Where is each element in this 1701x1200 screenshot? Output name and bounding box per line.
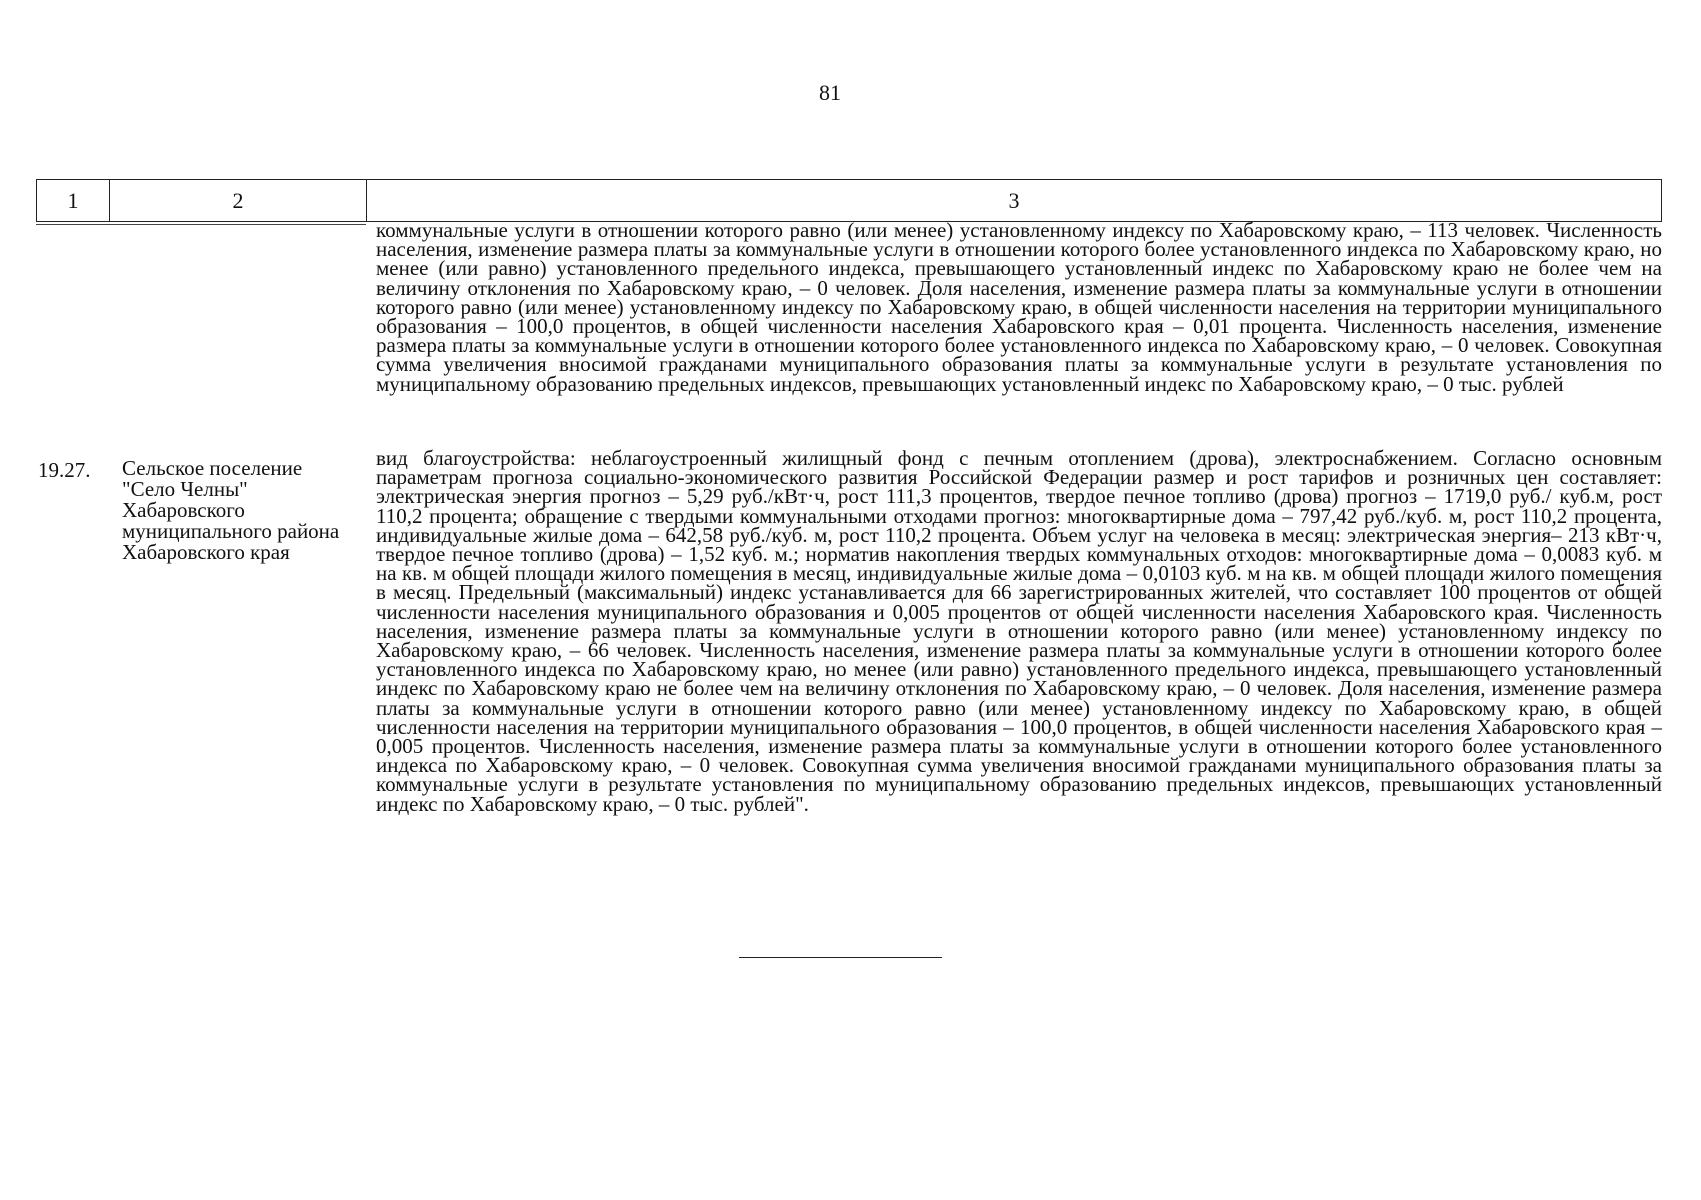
end-of-document-rule — [739, 957, 942, 958]
row-number: 19.27. — [38, 458, 91, 482]
page-number: 81 — [819, 80, 841, 105]
continued-row-text: коммунальные услуги в отношении которого равно (или менее) установленному индексу по Хабаровскому краю, – 113 человек. Численность населения, изменение размера платы за коммунальные услуги в отношении которого более установленного индекса по Хабаровскому краю, но менее (или равно) установленного предельного индекса, превышающего установленный индекс по Хабаровскому краю не более чем на величину отклонения по Хабаровскому краю, – 0 человек. Доля населения, изменение размера платы за коммунальные услуги в отношении которого равно (или менее) установленному индексу по Хабаровскому краю, в общей численности населения на территории муниципального образования – 100,0 процентов, в общей численности населения Хабаровского края – 0,01 процента. Численность населения, изменение размера платы за коммунальные услуги в отношении которого более установленного индекса по Хабаровскому краю, – 0 человек. Совокупная сумма увеличения вносимой гражданами муниципального образования платы за коммунальные услуги в результате установления по муниципальному образованию предельных индексов, превышающих установленный индекс по Хабаровскому краю, – 0 тыс. рублей — [376, 218, 1662, 396]
header-underline — [36, 224, 366, 225]
table-header — [36, 179, 1662, 222]
column-header-2: 2 — [110, 180, 367, 222]
row-description-text: вид благоустройства: неблагоустроенный жилищный фонд с печным отоплением (дрова), электроснабжением. Согласно основным параметрам прогноза социально-экономического развития Российской Федерации размер и рост тарифов и розничных цен составляет: электрическая энергия прогноз – 5,29 руб./кВт·ч, рост 111,3 процентов, твердое печное топливо (дрова) прогноз – 1719,0 руб./ куб.м, рост 110,2 процента; обращение с твердыми коммунальными отходами прогноз: многоквартирные дома – 797,42 руб./куб. м, рост 110,2 процента, индивидуальные жилые дома – 642,58 руб./куб. м, рост 110,2 процента. Объем услуг на человека в месяц: электрическая энергия– 213 кВт·ч, твердое печное топливо (дрова) – 1,52 куб. м.; норматив накопления твердых коммунальных отходов: многоквартирные дома – 0,0083 куб. м на кв. м общей площади жилого помещения в месяц, индивидуальные жилые дома – 0,0103 куб. м на кв. м общей площади жилого помещения в месяц. Предельный (максимальный) индекс устанавливается для 66 зарегистрированных жителей, что составляет 100 процентов от общей численности населения муниципального образования и 0,005 процентов от общей численности населения Хабаровского края. Численность населения, изменение размера платы за коммунальные услуги в отношении которого равно (или менее) установленному индексу по Хабаровскому краю, – 66 человек. Численность населения, изменение размера платы за коммунальные услуги в отношении которого более установленного индекса по Хабаровскому краю, но менее (или равно) установленного предельного индекса, превышающего установленный индекс по Хабаровскому краю не более чем на величину отклонения по Хабаровскому краю, – 0 человек. Доля населения, изменение размера платы за коммунальные услуги в отношении которого равно (или менее) установленному индексу по Хабаровскому краю, в общей численности населения на территории муниципального образования – 100,0 процентов, в общей численности населения Хабаровского края – 0,005 процентов. Численность населения, изменение размера платы за коммунальные услуги в отношении которого более установленного индекса по Хабаровскому краю, – 0 человек. Совокупная сумма увеличения вносимой гражданами муниципального образования платы за коммунальные услуги в результате установления по муниципальному образованию предельных индексов, превышающих установленный индекс по Хабаровскому краю, – 0 тыс. рублей". — [376, 446, 1662, 816]
column-header-1: 1 — [37, 180, 110, 222]
row-municipality-name: Сельское поселение "Село Челны" Хабаровского муниципального района Хабаровского края — [122, 456, 340, 564]
column-header-3: 3 — [367, 180, 1662, 222]
